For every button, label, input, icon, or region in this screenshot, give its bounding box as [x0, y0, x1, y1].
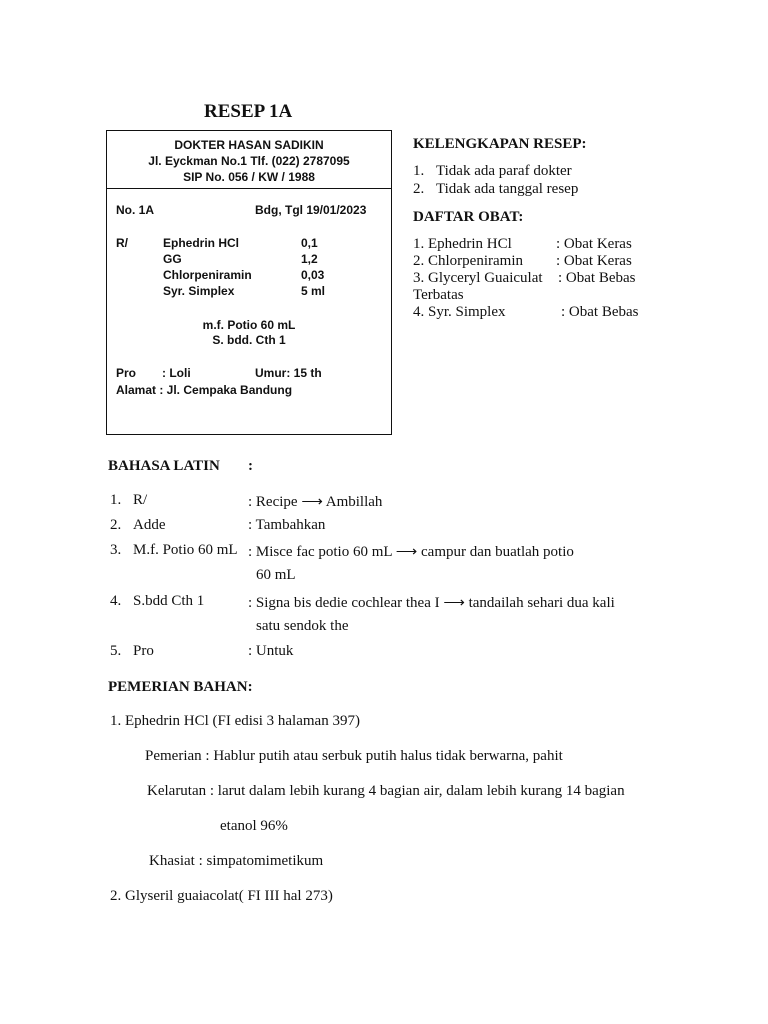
latin-meaning-continued: 60 mL [256, 567, 296, 583]
latin-meaning: : Recipe ⟶ Ambillah [248, 494, 383, 510]
drug-name-continued: Terbatas [413, 287, 464, 303]
rx-item-name: GG [163, 252, 182, 266]
drug-category: : Obat Keras [556, 253, 632, 269]
patient-address: Alamat : Jl. Cempaka Bandung [116, 383, 293, 397]
kelarutan-continued: etanol 96% [220, 818, 288, 834]
drug-category: : Obat Keras [556, 236, 632, 252]
drug-name: 4. Syr. Simplex [413, 304, 506, 320]
kelarutan-description: Kelarutan : larut dalam lebih kurang 4 bagian air, dalam lebih kurang 14 bagian [147, 783, 625, 799]
recipe-symbol: R/ [116, 236, 128, 250]
list-item: Tidak ada paraf dokter [436, 163, 572, 179]
prescription-place-date: Bdg, Tgl 19/01/2023 [255, 203, 367, 217]
rx-item-amount: 0,1 [301, 236, 318, 250]
doctor-sip: SIP No. 056 / KW / 1988 [183, 170, 315, 184]
latin-meaning: : Tambahkan [248, 517, 326, 533]
drug-name: 3. Glyceryl Guaiculat [413, 270, 543, 286]
doctor-address: Jl. Eyckman No.1 Tlf. (022) 2787095 [148, 154, 350, 168]
ingredient-title: 1. Ephedrin HCl (FI edisi 3 halaman 397) [110, 713, 360, 729]
ingredient-title: 2. Glyseril guaiacolat( FI III hal 273) [110, 888, 333, 904]
list-item-number: 3. [110, 542, 122, 558]
daftar-obat-heading: DAFTAR OBAT: [413, 209, 524, 225]
rx-item-name: Ephedrin HCl [163, 236, 240, 250]
kelengkapan-heading: KELENGKAPAN RESEP: [413, 136, 587, 152]
rx-item-name: Chlorpeniramin [163, 268, 252, 282]
pemerian-description: Pemerian : Hablur putih atau serbuk putih halus tidak berwarna, pahit [145, 748, 563, 764]
list-item-number: 2. [110, 517, 122, 533]
prescription-header-divider [106, 188, 392, 189]
mf-instruction: m.f. Potio 60 mL [202, 318, 296, 332]
pro-label: Pro [116, 366, 137, 380]
list-item-number: 5. [110, 643, 122, 659]
rx-item-amount: 5 ml [301, 284, 326, 298]
latin-meaning-continued: satu sendok the [256, 618, 349, 634]
drug-category: : Obat Bebas [561, 304, 639, 320]
doctor-name: DOKTER HASAN SADIKIN [174, 138, 324, 152]
list-item-number: 1. [110, 492, 122, 508]
latin-term: S.bdd Cth 1 [133, 593, 205, 609]
list-item-number: 4. [110, 593, 122, 609]
rx-item-amount: 1,2 [301, 252, 318, 266]
drug-category: : Obat Bebas [558, 270, 636, 286]
khasiat-description: Khasiat : simpatomimetikum [149, 853, 324, 869]
latin-term: Pro [133, 643, 154, 659]
latin-meaning: : Untuk [248, 643, 294, 659]
page-title: RESEP 1A [204, 101, 293, 122]
list-item: Tidak ada tanggal resep [436, 181, 579, 197]
drug-name: 2. Chlorpeniramin [413, 253, 523, 269]
pemerian-heading: PEMERIAN BAHAN: [108, 679, 253, 695]
list-item-number: 2. [413, 181, 425, 197]
latin-term: Adde [133, 517, 166, 533]
signa-instruction: S. bdd. Cth 1 [212, 333, 286, 347]
latin-term: R/ [133, 492, 148, 508]
patient-age: Umur: 15 th [255, 366, 322, 380]
latin-meaning: : Misce fac potio 60 mL ⟶ campur dan buatlah potio [248, 544, 574, 560]
rx-item-amount: 0,03 [301, 268, 325, 282]
rx-item-name: Syr. Simplex [163, 284, 235, 298]
patient-name: : Loli [162, 366, 191, 380]
list-item-number: 1. [413, 163, 425, 179]
bahasa-latin-heading: BAHASA LATIN [108, 458, 220, 474]
drug-name: 1. Ephedrin HCl [413, 236, 512, 252]
prescription-number: No. 1A [116, 203, 155, 217]
latin-meaning: : Signa bis dedie cochlear thea I ⟶ tandailah sehari dua kali [248, 595, 615, 611]
bahasa-latin-colon: : [248, 458, 253, 474]
latin-term: M.f. Potio 60 mL [133, 542, 238, 558]
